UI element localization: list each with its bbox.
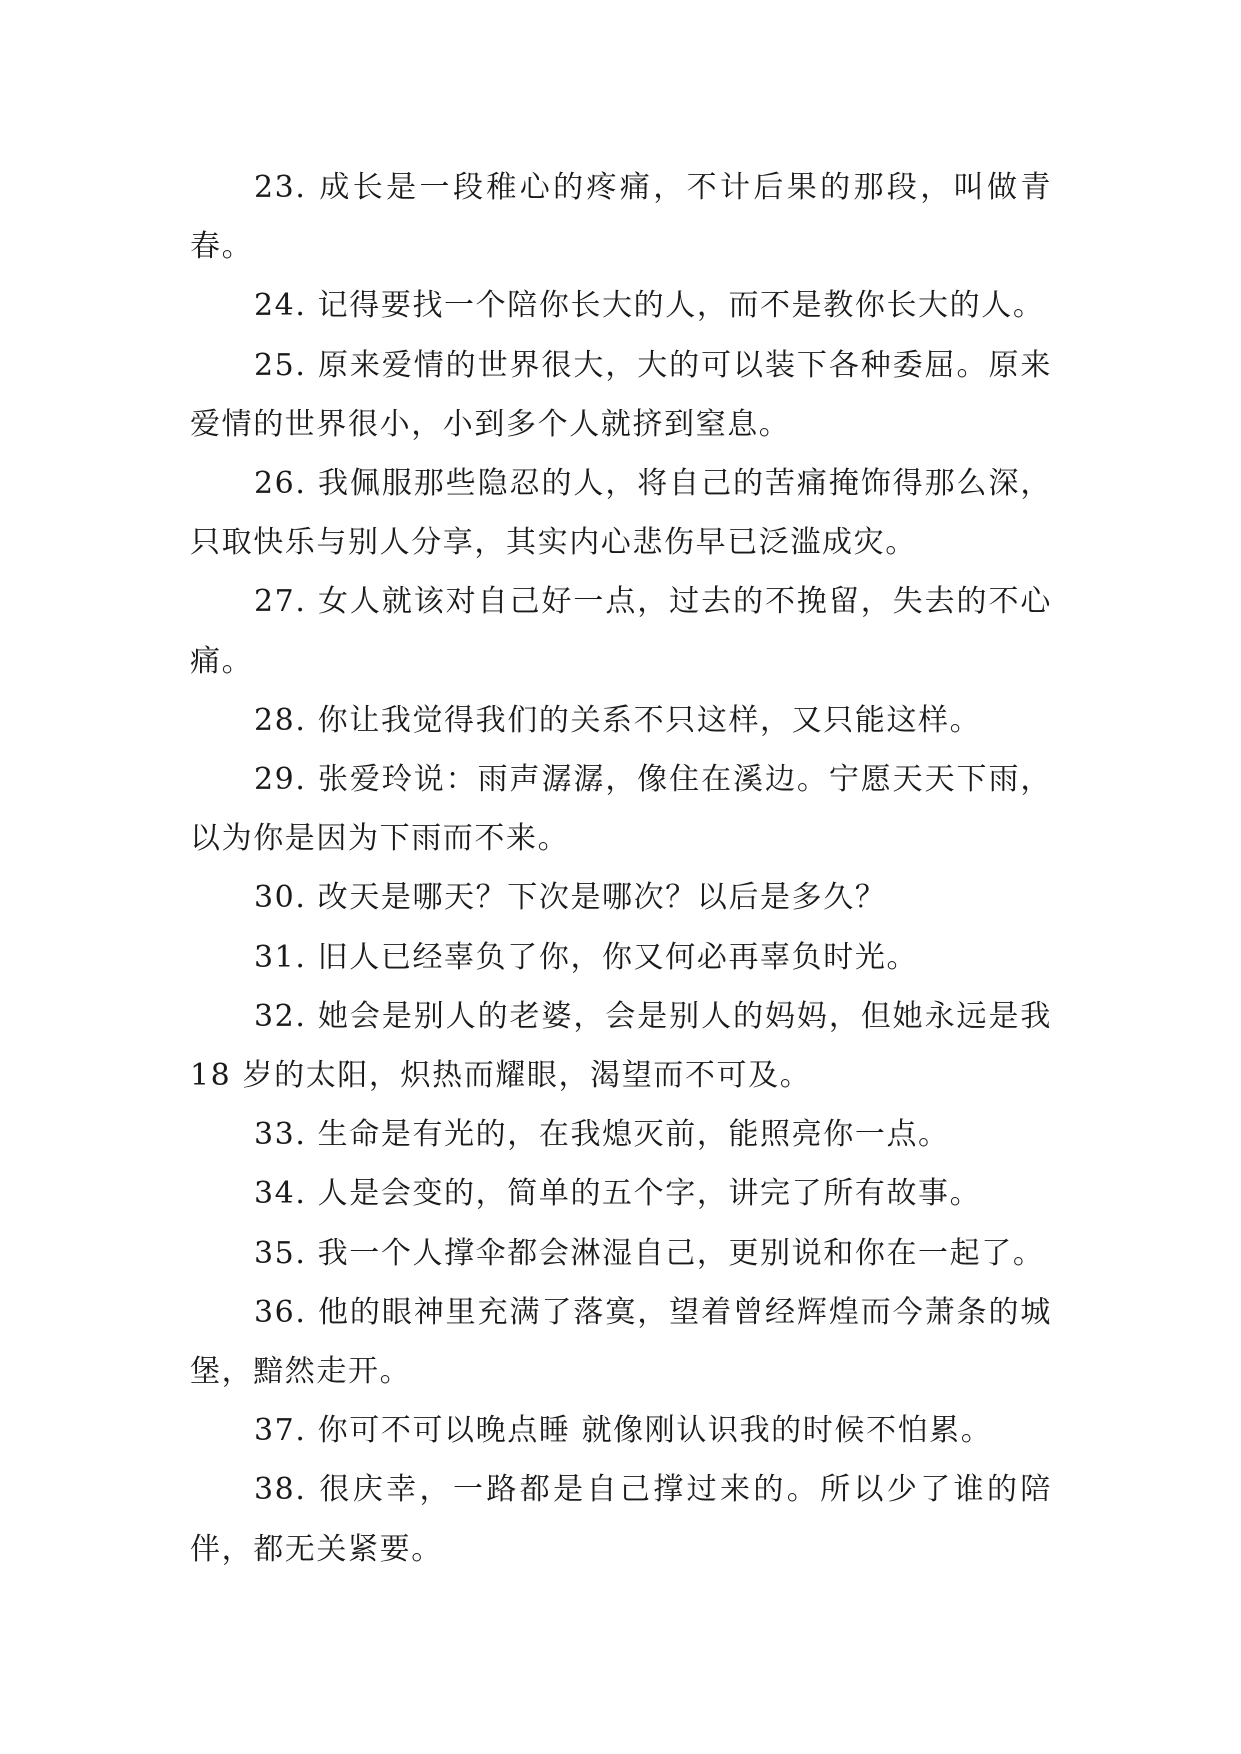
quote-30: 30. 改天是哪天？下次是哪次？以后是多久？ bbox=[254, 880, 887, 916]
quote-26: 26. 我佩服那些隐忍的人，将自己的苦痛掩饰得那么深，只取快乐与别人分享，其实内心悲伤早已泛滥成灾。 bbox=[190, 466, 1052, 561]
quote-24: 24. 记得要找一个陪你长大的人，而不是教你长大的人。 bbox=[254, 288, 1045, 324]
quote-29: 29. 张爱玲说：雨声潺潺，像住在溪边。宁愿天天下雨，以为你是因为下雨而不来。 bbox=[190, 762, 1052, 857]
quote-32: 32. 她会是别人的老婆，会是别人的妈妈，但她永远是我 18 岁的太阳，炽热而耀眼，渴望而不可及。 bbox=[190, 998, 1052, 1094]
quote-28: 28. 你让我觉得我们的关系不只这样，又只能这样。 bbox=[254, 702, 982, 738]
quote-35: 35. 我一个人撑伞都会淋湿自己，更别说和你在一起了。 bbox=[254, 1235, 1045, 1271]
quote-37: 37. 你可不可以晚点睡 就像刚认识我的时候不怕累。 bbox=[254, 1413, 993, 1449]
quote-27: 27. 女人就该对自己好一点，过去的不挽留，失去的不心痛。 bbox=[190, 584, 1052, 679]
quote-list bbox=[190, 158, 1052, 1579]
quote-36: 36. 他的眼神里充满了落寞，望着曾经辉煌而今萧条的城堡，黯然走开。 bbox=[190, 1294, 1052, 1390]
quote-23: 23. 成长是一段稚心的疼痛，不计后果的那段，叫做青春。 bbox=[190, 170, 1052, 265]
quote-31: 31. 旧人已经辜负了你，你又何必再辜负时光。 bbox=[254, 939, 919, 975]
quote-25: 25. 原来爱情的世界很大，大的可以装下各种委屈。原来爱情的世界很小，小到多个人就挤到窒息。 bbox=[190, 347, 1052, 442]
quote-38: 38. 很庆幸，一路都是自己撑过来的。所以少了谁的陪伴，都无关紧要。 bbox=[190, 1472, 1052, 1567]
quote-34: 34. 人是会变的，简单的五个字，讲完了所有故事。 bbox=[254, 1176, 982, 1212]
quote-33: 33. 生命是有光的，在我熄灭前，能照亮你一点。 bbox=[254, 1117, 950, 1153]
